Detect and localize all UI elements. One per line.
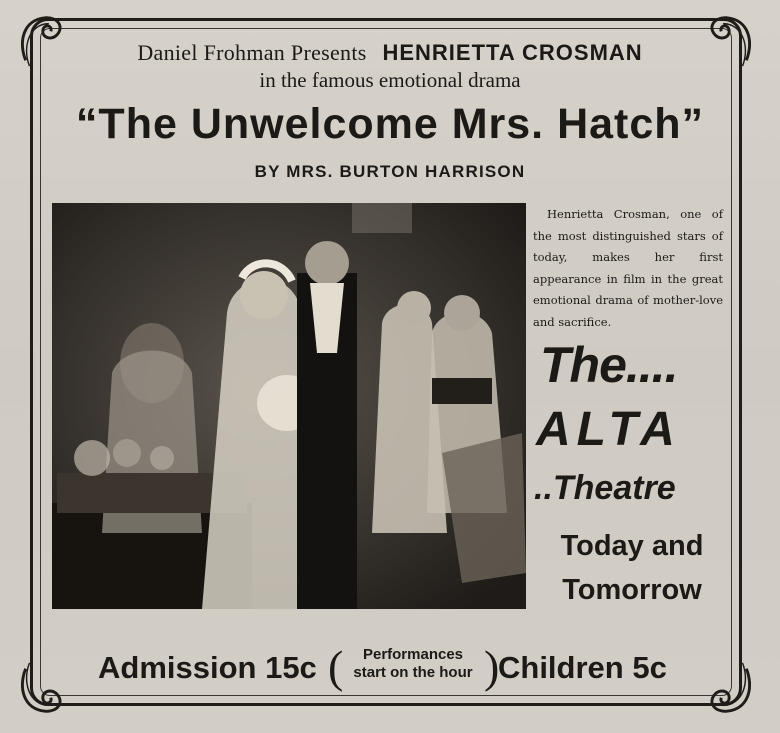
film-still-photo — [52, 203, 526, 609]
theatre-name: ALTA — [536, 403, 681, 456]
performance-note-line-2: start on the hour — [353, 664, 473, 681]
children-price: Children 5c — [498, 650, 667, 685]
admission-price: Admission 15c — [98, 650, 317, 685]
theatre-the: The.... — [540, 337, 678, 393]
performance-note — [340, 646, 486, 682]
author-byline: BY MRS. BURTON HARRISON — [254, 162, 526, 181]
showing-today: Today and — [560, 530, 704, 562]
close-paren: ) — [484, 641, 500, 692]
drama-subtitle: in the famous emotional drama — [259, 68, 521, 92]
showing-tomorrow: Tomorrow — [562, 574, 702, 606]
description-blurb: Henrietta Crosman, one of the most distinguished stars of today, makes her first appearance in film in the great emotional drama of mother-love and sacrifice. — [533, 207, 723, 329]
presenter: Daniel Frohman Presents — [137, 40, 367, 65]
theatre-suffix: ..Theatre — [534, 469, 676, 507]
open-paren: ( — [328, 641, 344, 692]
film-title: “The Unwelcome Mrs. Hatch” — [75, 100, 705, 148]
star-name: HENRIETTA CROSMAN — [382, 40, 643, 65]
presenter-line — [0, 40, 780, 66]
performance-note-line-1: Performances — [362, 646, 464, 663]
admission-row — [0, 638, 780, 698]
